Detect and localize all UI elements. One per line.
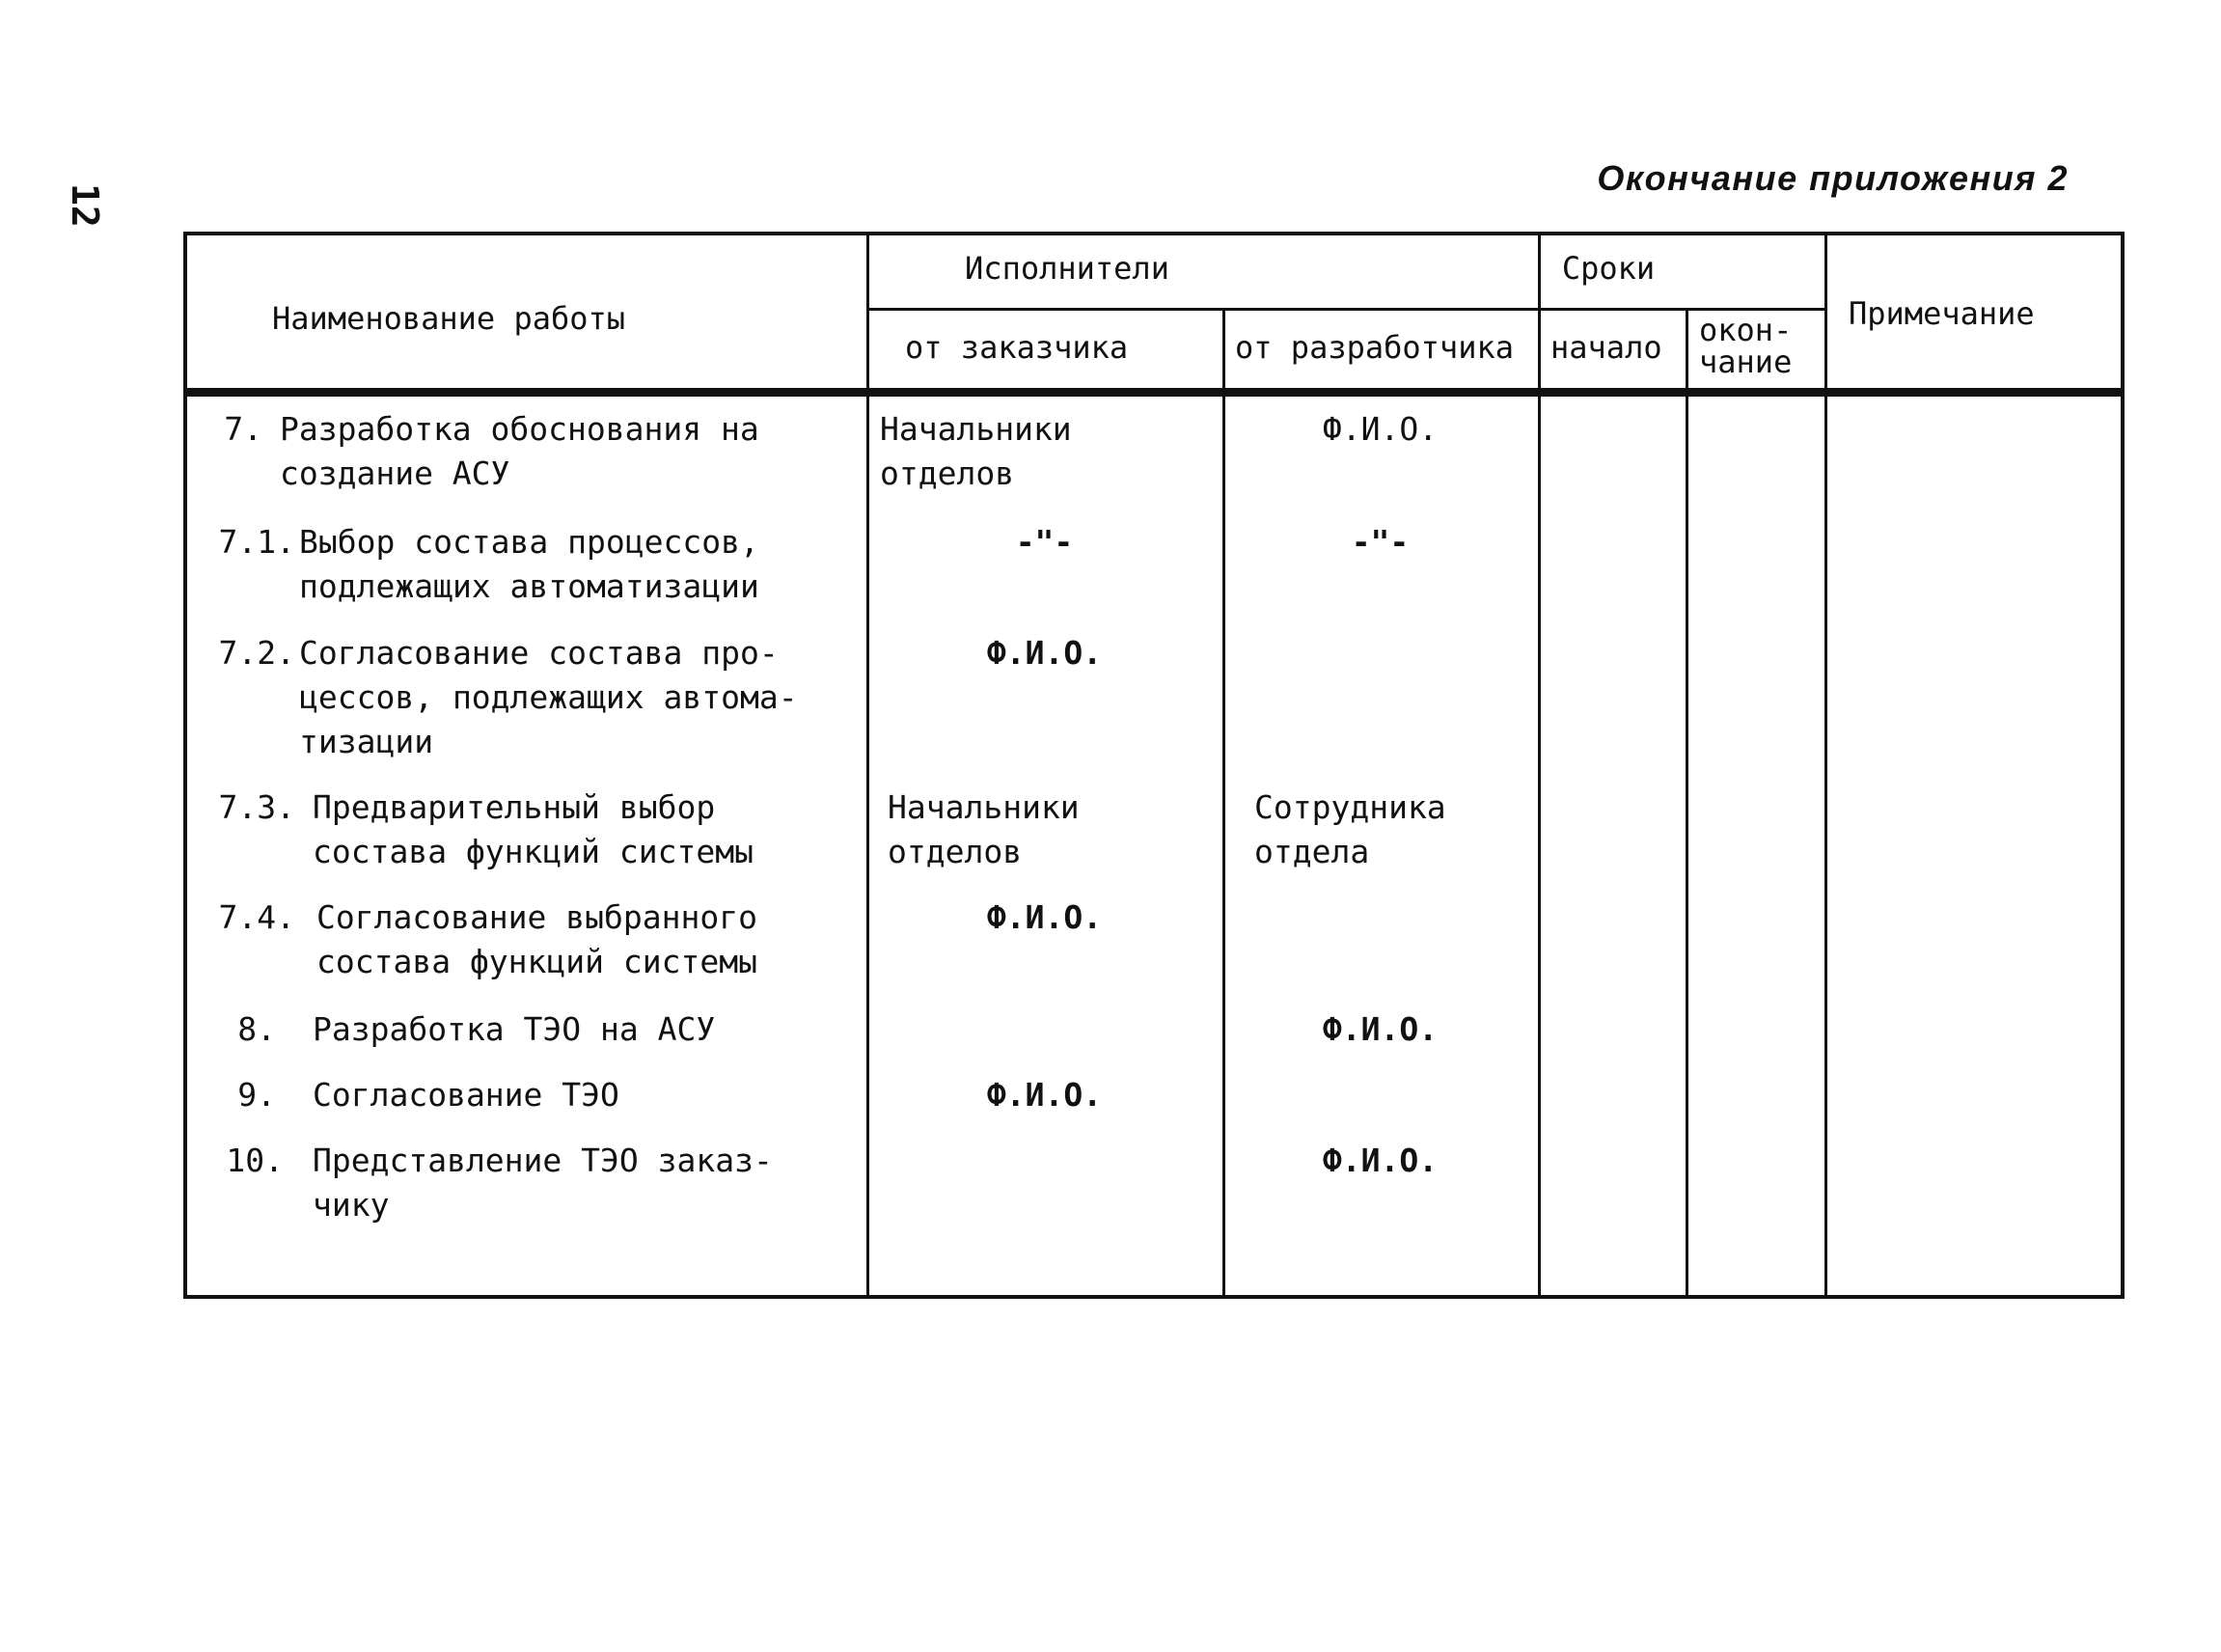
header-end-line1: окон- (1699, 312, 1793, 348)
header-from-customer: от заказчика (905, 329, 1129, 366)
header-start: начало (1550, 329, 1662, 366)
work-name: Разработка обоснования на создание АСУ (280, 410, 759, 492)
customer-executor: Ф.И.О. (986, 1076, 1103, 1114)
customer-executor: Ф.И.О. (986, 898, 1103, 936)
page-number: 12 (64, 183, 106, 228)
row-number: 7.2. (218, 634, 295, 672)
work-name: Выбор состава процессов, подлежащих автоматизации (299, 523, 759, 605)
work-name: Согласование ТЭО (313, 1076, 619, 1114)
row-number: 8. (237, 1010, 276, 1048)
customer-executor: -"- (1015, 523, 1074, 561)
work-name: Согласование выбранного состава функций системы (316, 898, 757, 980)
customer-executor: Ф.И.О. (986, 634, 1103, 672)
appendix-title: Окончание приложения 2 (1597, 158, 2069, 198)
header-from-developer: от разработчика (1235, 329, 1514, 366)
header-note: Примечание (1849, 295, 2035, 332)
work-name: Представление ТЭО заказ- чику (313, 1142, 773, 1224)
header-separator (187, 388, 2121, 397)
column-divider (1686, 308, 1688, 1295)
developer-executor: Ф.И.О. (1322, 1010, 1439, 1048)
row-number: 7.1. (218, 523, 295, 561)
developer-executor: Сотрудника отдела (1254, 788, 1446, 870)
header-subdivider (866, 308, 1824, 311)
header-work-name: Наименование работы (272, 300, 626, 337)
header-executors: Исполнители (965, 250, 1169, 287)
developer-executor: -"- (1351, 523, 1410, 561)
row-number: 9. (237, 1076, 276, 1114)
customer-executor: Начальники отделов (888, 788, 1080, 870)
work-schedule-table (183, 232, 2125, 1299)
header-end (1699, 312, 1793, 380)
row-number: 7. (224, 410, 262, 448)
developer-executor: Ф.И.О. (1322, 1142, 1439, 1179)
work-name: Предварительный выбор состава функций системы (313, 788, 754, 870)
developer-executor: Ф.И.О. (1322, 410, 1439, 448)
row-number: 7.3. (218, 788, 295, 826)
row-number: 10. (226, 1142, 284, 1179)
work-name: Разработка ТЭО на АСУ (313, 1010, 716, 1048)
header-end-line2: чание (1699, 344, 1793, 380)
row-number: 7.4. (218, 898, 295, 936)
header-deadlines: Сроки (1561, 250, 1656, 287)
customer-executor: Начальники отделов (880, 410, 1072, 492)
work-name: Согласование состава про- цессов, подлежащих автома- тизации (299, 634, 798, 760)
